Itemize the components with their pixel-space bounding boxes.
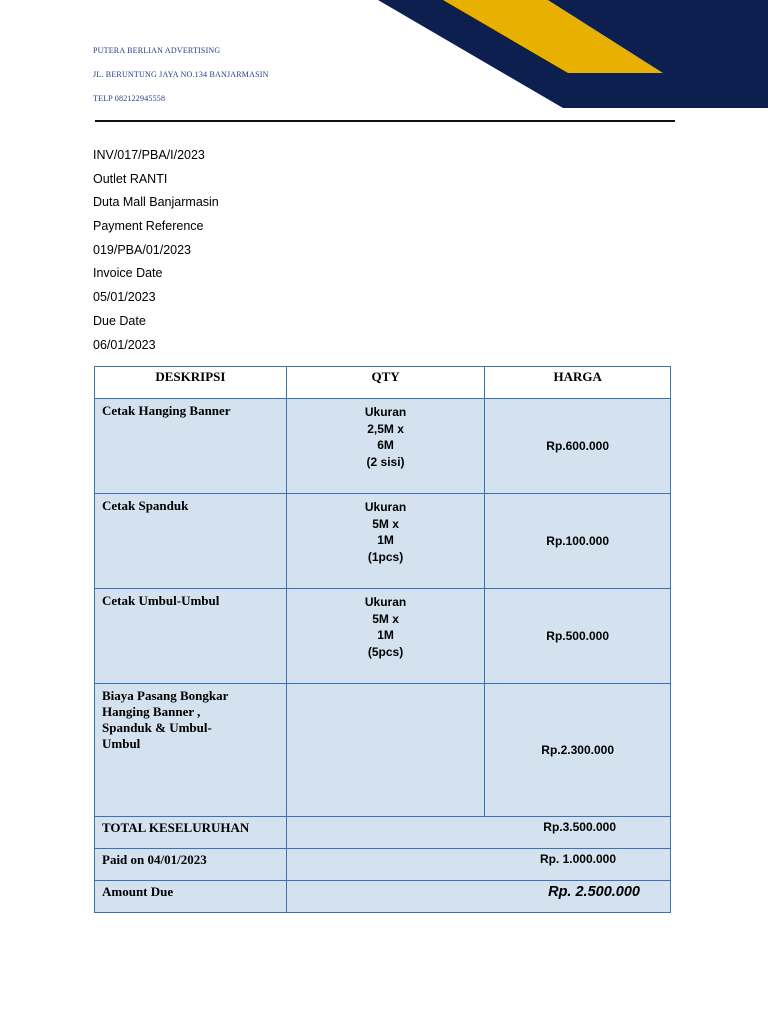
row-qty xyxy=(286,494,485,589)
table-row xyxy=(95,684,671,817)
qty-line: (2 sisi) xyxy=(366,454,405,469)
paid-value: Rp. 1.000.000 xyxy=(286,849,670,881)
corner-stripes-graphic xyxy=(368,0,768,110)
row-description xyxy=(95,494,287,589)
amount-due-label: Amount Due xyxy=(95,881,287,913)
row-price: Rp.500.000 xyxy=(485,589,671,684)
paid-label: Paid on 04/01/2023 xyxy=(95,849,287,881)
qty-line: Ukuran xyxy=(364,595,407,609)
qty-line: (1pcs) xyxy=(367,549,404,564)
table-header-row xyxy=(95,367,671,399)
total-label: TOTAL KESELURUHAN xyxy=(95,817,287,849)
due-date-label: Due Date xyxy=(93,313,146,328)
qty-line: 6M xyxy=(377,438,394,452)
row-qty xyxy=(286,399,485,494)
paid-row xyxy=(95,849,671,881)
outlet-name: Outlet RANTI xyxy=(93,171,168,186)
qty-line: Ukuran xyxy=(364,405,407,419)
description-line: Biaya Pasang Bongkar xyxy=(102,688,229,703)
invoice-number: INV/017/PBA/I/2023 xyxy=(93,148,205,162)
qty-line: Ukuran xyxy=(364,500,407,514)
description-line: Cetak Umbul-Umbul xyxy=(102,593,220,608)
invoice-table xyxy=(94,366,671,913)
qty-line: 2,5M x xyxy=(367,421,404,436)
header-harga: HARGA xyxy=(485,367,671,399)
table-row xyxy=(95,399,671,494)
qty-line: 5M x xyxy=(372,611,399,626)
header-deskripsi: DESKRIPSI xyxy=(95,367,287,399)
description-line: Umbul xyxy=(102,736,141,751)
invoice-date-value: 05/01/2023 xyxy=(93,290,156,305)
table-row xyxy=(95,494,671,589)
row-price: Rp.600.000 xyxy=(485,399,671,494)
payment-reference-label: Payment Reference xyxy=(93,219,204,234)
table-row xyxy=(95,589,671,684)
description-line: Cetak Spanduk xyxy=(102,498,189,513)
header-qty: QTY xyxy=(286,367,485,399)
row-price: Rp.100.000 xyxy=(485,494,671,589)
row-description xyxy=(95,589,287,684)
qty-line: 1M xyxy=(377,628,394,642)
amount-due-value: Rp. 2.500.000 xyxy=(286,881,670,913)
qty-line: 1M xyxy=(377,533,394,547)
total-row xyxy=(95,817,671,849)
qty-line: 5M x xyxy=(372,516,399,531)
row-qty xyxy=(286,589,485,684)
header-divider xyxy=(95,120,675,122)
row-description xyxy=(95,684,287,817)
description-line: Spanduk & Umbul- xyxy=(102,720,212,735)
amount-due-row xyxy=(95,881,671,913)
due-date-value: 06/01/2023 xyxy=(93,337,156,352)
company-header xyxy=(93,45,269,117)
invoice-meta xyxy=(93,146,219,359)
total-value: Rp.3.500.000 xyxy=(286,817,670,849)
row-description xyxy=(95,399,287,494)
company-phone: TELP 082122945558 xyxy=(93,94,166,103)
description-line: Hanging Banner , xyxy=(102,704,201,719)
qty-line: (5pcs) xyxy=(367,644,404,659)
row-price: Rp.2.300.000 xyxy=(485,684,671,817)
invoice-date-label: Invoice Date xyxy=(93,266,163,281)
company-address: JL. BERUNTUNG JAYA NO.134 BANJARMASIN xyxy=(93,70,269,79)
outlet-location: Duta Mall Banjarmasin xyxy=(93,195,219,210)
company-name: PUTERA BERLIAN ADVERTISING xyxy=(93,46,221,55)
row-qty xyxy=(286,684,485,817)
payment-reference-value: 019/PBA/01/2023 xyxy=(93,242,191,257)
description-line: Cetak Hanging Banner xyxy=(102,403,231,418)
